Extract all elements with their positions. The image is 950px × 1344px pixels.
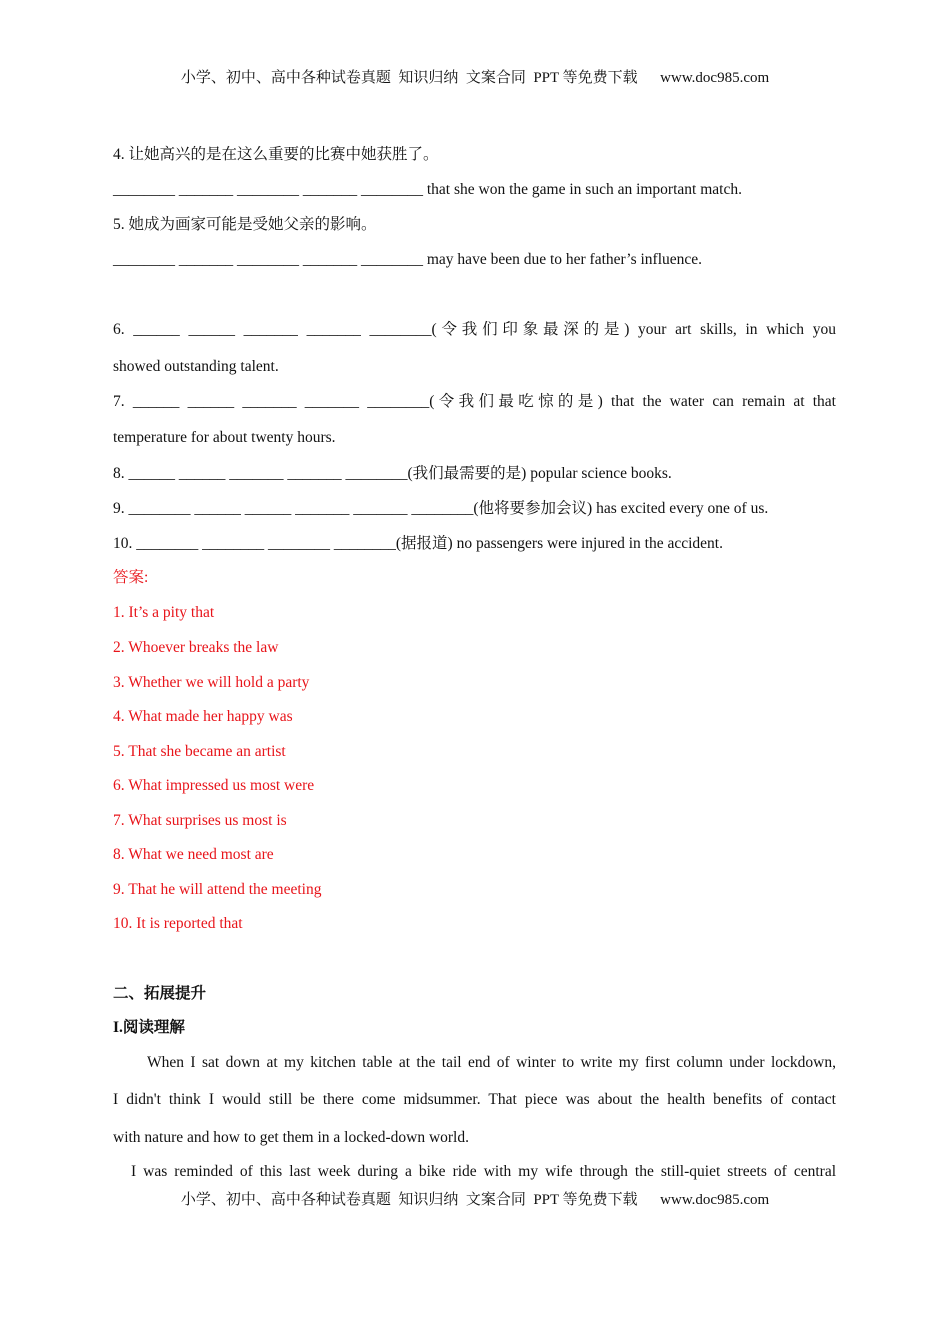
question-10-line: 10. ________ ________ ________ ________(据报道) no passengers were injured in the accident. (113, 535, 723, 552)
paragraph-line: I didn't think I would still be there come midsummer. That piece was about the health benefits of contact (113, 1091, 836, 1108)
answer-item: 5. That she became an artist (113, 743, 286, 760)
paragraph-line: with nature and how to get them in a locked-down world. (113, 1129, 469, 1146)
question-6-line: 6. ______ ______ _______ _______ ________(令我们印象最深的是) your art skills, in which you (113, 321, 836, 338)
answer-item: 6. What impressed us most were (113, 777, 315, 794)
answer-item: 2. Whoever breaks the law (113, 639, 279, 656)
answer-item: 7. What surprises us most is (113, 812, 287, 829)
section-subtitle: I.阅读理解 (113, 1019, 185, 1036)
question-7-cont: temperature for about twenty hours. (113, 429, 336, 446)
header-text: 小学、初中、高中各种试卷真题 知识归纳 文案合同 PPT 等免费下载 (180, 70, 638, 86)
question-4-prompt: 4. 让她高兴的是在这么重要的比赛中她获胜了。 (113, 146, 439, 163)
page-footer (0, 1190, 950, 1210)
section-title: 二、拓展提升 (113, 985, 207, 1002)
answer-item: 3. Whether we will hold a party (113, 674, 310, 691)
answers-title: 答案: (113, 569, 149, 586)
paragraph-line: When I sat down at my kitchen table at the tail end of winter to write my first column under lockdown, (147, 1054, 836, 1071)
question-5-line: ________ _______ ________ _______ ________ may have been due to her father’s influence. (113, 251, 703, 268)
page-header (0, 68, 950, 88)
answer-item: 4. What made her happy was (113, 708, 293, 725)
question-6-cont: showed outstanding talent. (113, 358, 279, 375)
answer-item: 10. It is reported that (113, 915, 243, 932)
question-9-line: 9. ________ ______ ______ _______ _______ ________(他将要参加会议) has excited every one of us. (113, 500, 769, 517)
question-8-line: 8. ______ ______ _______ _______ ________(我们最需要的是) popular science books. (113, 465, 672, 482)
question-7-line: 7. ______ ______ _______ _______ ________(令我们最吃惊的是) that the water can remain at that (113, 393, 836, 410)
footer-text: 小学、初中、高中各种试卷真题 知识归纳 文案合同 PPT 等免费下载 (180, 1192, 638, 1208)
answer-item: 1. It’s a pity that (113, 604, 215, 621)
header-url: www.doc985.com (660, 70, 770, 86)
answer-item: 8. What we need most are (113, 846, 274, 863)
question-4-line: ________ _______ ________ _______ ________ that she won the game in such an important match. (113, 181, 742, 198)
question-5-prompt: 5. 她成为画家可能是受她父亲的影响。 (113, 216, 377, 233)
footer-url: www.doc985.com (660, 1192, 770, 1208)
paragraph-line: I was reminded of this last week during a bike ride with my wife through the still-quiet streets of central (131, 1163, 836, 1180)
answer-item: 9. That he will attend the meeting (113, 881, 322, 898)
